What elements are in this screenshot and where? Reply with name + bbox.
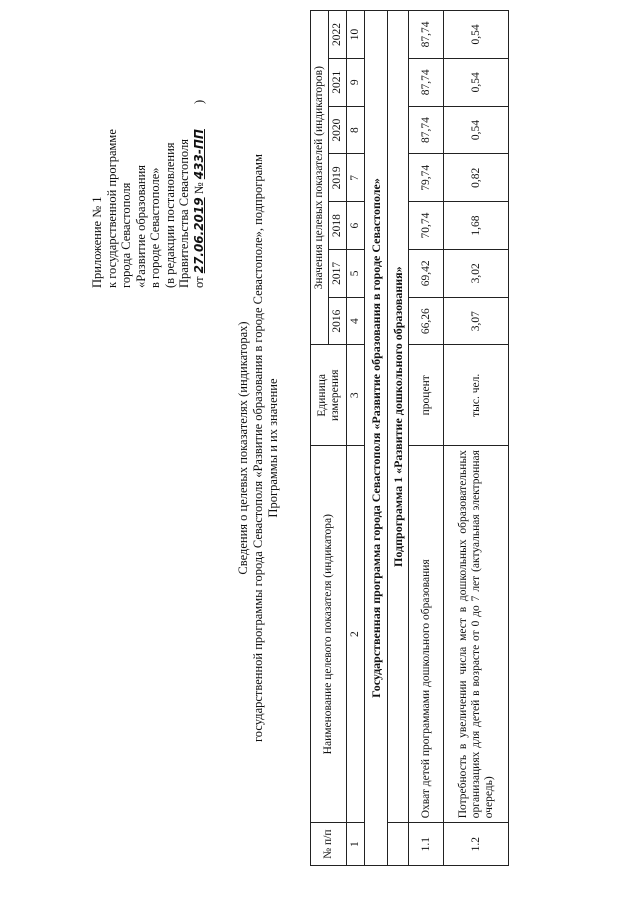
header-year: 2018 <box>329 202 347 250</box>
column-number: 7 <box>347 154 365 202</box>
row-num: 1.2 <box>444 823 509 866</box>
column-number: 9 <box>347 58 365 106</box>
header-year: 2021 <box>329 58 347 106</box>
column-number: 3 <box>347 345 365 446</box>
appendix-line: «Развитие образования <box>133 164 148 288</box>
indicators-table <box>310 10 509 866</box>
row-num: 1.1 <box>409 823 444 866</box>
column-number: 5 <box>347 249 365 297</box>
table-row <box>444 11 509 866</box>
row-value: 3,02 <box>444 249 509 297</box>
header-unit: Единица измерения <box>311 345 347 446</box>
subprogram-spacer <box>388 823 409 866</box>
handwritten-date: 27.06.2019 <box>191 197 206 274</box>
column-number: 2 <box>347 446 365 823</box>
row-value: 3,07 <box>444 297 509 345</box>
header-values-group: Значения целевых показателей (индикаторов) <box>311 11 329 346</box>
column-number: 1 <box>347 823 365 866</box>
program-title-row <box>365 11 388 866</box>
date-prefix: от <box>191 276 206 288</box>
row-value: 66,26 <box>409 297 444 345</box>
row-value: 69,42 <box>409 249 444 297</box>
header-name: Наименование целевого показателя (индикатора) <box>311 446 347 823</box>
column-number: 6 <box>347 202 365 250</box>
row-value: 0,82 <box>444 154 509 202</box>
appendix-line: (в редакции постановления <box>162 142 177 288</box>
row-indicator-name: Потребность в увеличении числа мест в дошкольных образовательных организациях для детей в возрасте от 0 до 7 лет (актуальная электронная очередь) <box>444 446 509 823</box>
row-value: 87,74 <box>409 58 444 106</box>
number-prefix: № <box>191 182 206 195</box>
header-year: 2022 <box>329 11 347 59</box>
appendix-line: Приложение № 1 <box>90 196 104 288</box>
program-title: Государственная программа города Севастополя «Развитие образования в городе Севастополе» <box>365 11 388 866</box>
title-line-1: Сведения о целевых показателях (индикаторах) <box>236 321 250 575</box>
row-value: 0,54 <box>444 106 509 154</box>
row-value: 0,54 <box>444 58 509 106</box>
column-number-row <box>347 11 365 866</box>
header-year: 2017 <box>329 249 347 297</box>
table-row <box>409 11 444 866</box>
row-value: 70,74 <box>409 202 444 250</box>
row-unit: тыс. чел. <box>444 345 509 446</box>
subprogram-title: Подпрограмма 1 «Развитие дошкольного образования» <box>388 11 409 823</box>
title-line-2: государственной программы города Севастополя «Развитие образования в городе Севастополе», подпрограмм <box>251 154 265 743</box>
header-row-1 <box>311 11 329 866</box>
column-number: 8 <box>347 106 365 154</box>
header-year: 2019 <box>329 154 347 202</box>
title-line-3: Программы и их значение <box>266 378 280 518</box>
appendix-line: в городе Севастополе» <box>148 167 162 288</box>
document-title <box>236 108 281 788</box>
row-value: 87,74 <box>409 106 444 154</box>
column-number: 10 <box>347 11 365 59</box>
appendix-line: к государственной программе <box>104 129 119 288</box>
appendix-line: Правительства Севастополя <box>177 139 191 288</box>
appendix-date-line <box>192 28 207 288</box>
row-value: 79,74 <box>409 154 444 202</box>
subprogram-title-row <box>388 11 409 866</box>
row-value: 1,68 <box>444 202 509 250</box>
header-year: 2020 <box>329 106 347 154</box>
rotated-content <box>10 8 620 888</box>
handwritten-number: 433-ПП <box>191 129 206 180</box>
row-unit: процент <box>409 345 444 446</box>
header-num: № п/п <box>311 823 347 866</box>
header-year: 2016 <box>329 297 347 345</box>
row-value: 0,54 <box>444 11 509 59</box>
row-value: 87,74 <box>409 11 444 59</box>
row-indicator-name: Охват детей программами дошкольного образования <box>409 446 444 823</box>
column-number: 4 <box>347 297 365 345</box>
closing-paren: ) <box>191 99 206 104</box>
appendix-line: города Севастополя <box>119 182 133 288</box>
appendix-block <box>90 28 206 288</box>
